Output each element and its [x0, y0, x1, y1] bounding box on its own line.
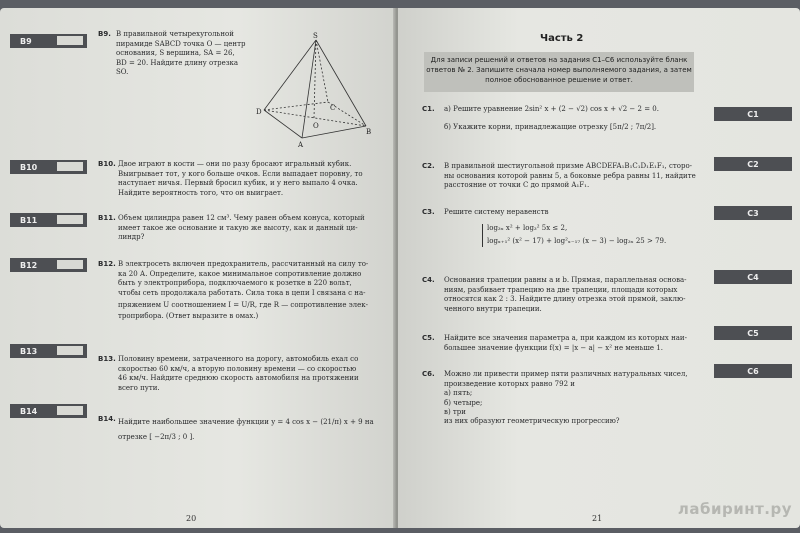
answer-tag-b11 [10, 213, 87, 227]
tag-label: C4 [747, 272, 759, 282]
text-line: Найдите наибольшее значение функции y = 4 cos x − (21/π) x + 9 на [118, 418, 374, 427]
text-line: ниям, разбивает трапецию на две трапеции, площади которых [444, 285, 678, 294]
problem-c4 [422, 276, 712, 314]
vertex-label-b: B [366, 128, 372, 136]
text-line: Объем цилиндра равен 12 см³. Чему равен объем конуса, который [118, 214, 365, 223]
text-line: быть у электроприбора, подключаемого к розетке в 220 вольт, [118, 279, 352, 288]
problem-c3 [422, 208, 712, 247]
problem-number: C5. [422, 334, 435, 342]
problem-b13 [98, 355, 388, 393]
text-line: скоростью 60 км/ч, а вторую половину времени — со скоростью [118, 364, 357, 373]
text-line: ченного внутри трапеции. [444, 304, 542, 313]
text-line: SO. [116, 68, 129, 77]
text-line: основания, S вершина, SA = 26, [116, 49, 235, 58]
answer-tag-b13 [10, 344, 87, 358]
vertex-label-d: D [256, 108, 262, 116]
text-line: Половину времени, затраченного на дорогу, автомобиль ехал со [118, 355, 359, 364]
text-line: BD = 20. Найдите длину отрезка [116, 58, 239, 67]
problem-number: C2. [422, 162, 435, 170]
problem-number: C6. [422, 370, 435, 378]
page-number: 21 [592, 514, 603, 523]
text-line: троприбора. (Ответ выразите в омах.) [118, 312, 259, 321]
problem-c6 [422, 370, 712, 427]
answer-tag-c1 [714, 107, 792, 121]
tag-label: C3 [747, 208, 759, 218]
answer-tag-c6 [714, 364, 792, 378]
problem-number: B11. [98, 214, 116, 222]
tag-label: B12 [20, 260, 38, 270]
problem-number: B12. [98, 260, 116, 268]
answer-tag-c3 [714, 206, 792, 220]
tag-label: C2 [747, 159, 759, 169]
tag-label: B14 [20, 406, 38, 416]
text-line: всего пути. [118, 383, 160, 392]
text-line: большее значение функции f(x) = |x − a| − x² не меньше 1. [444, 343, 663, 352]
answer-box [57, 36, 83, 45]
text-line: Можно ли привести пример пяти различных натуральных чисел, [444, 370, 688, 379]
page-number: 20 [186, 514, 197, 523]
tag-label: C6 [747, 366, 759, 376]
problem-number: C3. [422, 208, 435, 216]
text-line: чтобы сеть продолжала работать. Сила тока в цепи I связана с на- [118, 288, 366, 297]
answer-box [57, 406, 83, 415]
tag-label: B13 [20, 346, 38, 356]
text-line: линдр? [118, 233, 145, 242]
tag-label: C5 [747, 328, 759, 338]
problem-b10 [98, 160, 388, 198]
answer-tag-b12 [10, 258, 87, 272]
text-line: расстояние от точки C до прямой A₁F₁. [444, 181, 590, 190]
instructions-note: Для записи решений и ответов на задания С1–С6 используйте бланк ответов № 2. Запишите сначала номер выполняемого задания, а затем полное обоснованное решение и ответ. [424, 52, 694, 92]
problem-b12 [98, 260, 388, 321]
answer-box [57, 346, 83, 355]
right-page [398, 8, 800, 528]
text-line: Основания трапеции равны a и b. Прямая, параллельная основа- [444, 276, 687, 285]
answer-tag-b10 [10, 160, 87, 174]
problem-b14 [98, 415, 388, 445]
text-line: ка 20 А. Определите, какое минимальное сопротивление должно [118, 269, 362, 278]
text-line: наступает ничья. Первый бросил кубик, и у него выпало 4 очка. [118, 179, 358, 188]
answer-tag-c2 [714, 157, 792, 171]
answer-tag-c5 [714, 326, 792, 340]
text-line: отрезке [ −2π/3 ; 0 ]. [118, 433, 195, 442]
pyramid-diagram [250, 30, 380, 150]
text-line: из них образуют геометрическую прогрессию? [444, 417, 620, 426]
text-line: произведение которых равно 792 и [444, 379, 575, 388]
watermark: лабиринт.ру [677, 500, 792, 518]
problem-b11 [98, 214, 388, 243]
tag-label: C1 [747, 109, 759, 119]
vertex-label-s: S [313, 32, 318, 40]
text-line: пирамиде SABCD точка O — центр [116, 39, 246, 48]
answer-box [57, 215, 83, 224]
text-line: В правильной шестиугольной призме ABCDEFA₁B₁C₁D₁E₁F₁, сторо- [444, 162, 693, 171]
problem-number: C1. [422, 105, 435, 113]
problem-number: B10. [98, 160, 116, 168]
vertex-label-c: C [330, 104, 336, 112]
problem-b9 [98, 30, 248, 77]
text-line: Двое играют в кости — они по разу бросают игральный кубик. [118, 160, 352, 169]
text-line: имеет такое же основание и такую же высоту, как и данный ци- [118, 223, 358, 232]
text-line: а) пять; [444, 389, 473, 398]
left-page [0, 8, 396, 528]
answer-tag-b14 [10, 404, 87, 418]
answer-tag-c4 [714, 270, 792, 284]
problem-number: C4. [422, 276, 435, 284]
part-title: Часть 2 [540, 33, 584, 44]
text-line: Найдите вероятность того, что он выиграет. [118, 188, 284, 197]
text-line: Выигрывает тот, у кого больше очков. Если выпадает поровну, то [118, 169, 363, 178]
tag-label: B11 [20, 215, 38, 225]
problem-number: B9. [98, 30, 111, 38]
problem-c1 [422, 105, 712, 132]
text-line: Найдите все значения параметра a, при каждом из которых наи- [444, 334, 687, 343]
text-line: а) Решите уравнение 2sin² x + (2 − √2) cos x + √2 − 2 = 0. [444, 105, 659, 114]
text-line: В электросеть включен предохранитель, рассчитанный на силу то- [118, 260, 369, 269]
text-line: в) три [444, 408, 466, 417]
text-line: б) четыре; [444, 398, 483, 407]
text-line: Решите систему неравенств [444, 208, 549, 217]
answer-box [57, 162, 83, 171]
text-line: ны основания которой равны 5, а боковые ребра равны 11, найдите [444, 171, 696, 180]
answer-box [57, 260, 83, 269]
tag-label: B9 [20, 36, 32, 46]
text-line: 46 км/ч. Найдите среднюю скорость автомобиля на протяжении [118, 374, 359, 383]
vertex-label-o: O [313, 122, 319, 130]
problem-number: B13. [98, 355, 116, 363]
answer-tag-b9 [10, 34, 87, 48]
tag-label: B10 [20, 162, 38, 172]
text-line: относятся как 2 : 3. Найдите длину отрезка этой прямой, заклю- [444, 295, 686, 304]
vertex-label-a: A [298, 141, 304, 149]
problem-number: B14. [98, 415, 116, 423]
inequality-line: logₓ₊₁² (x² − 17) + log²ₓ₋₁₇ (x − 3) − log₃ₓ 25 > 79. [487, 237, 667, 246]
text-line: пряжением U соотношением I = U/R, где R — сопротивление элек- [118, 301, 368, 310]
problem-c5 [422, 334, 712, 353]
problem-c2 [422, 162, 712, 191]
inequality-line: log₃ₓ x² + log₃² 5x ≤ 2, [487, 223, 568, 232]
text-line: В правильной четырехугольной [116, 30, 234, 39]
text-line: б) Укажите корни, принадлежащие отрезку [5π/2 ; 7π/2]. [444, 122, 657, 131]
